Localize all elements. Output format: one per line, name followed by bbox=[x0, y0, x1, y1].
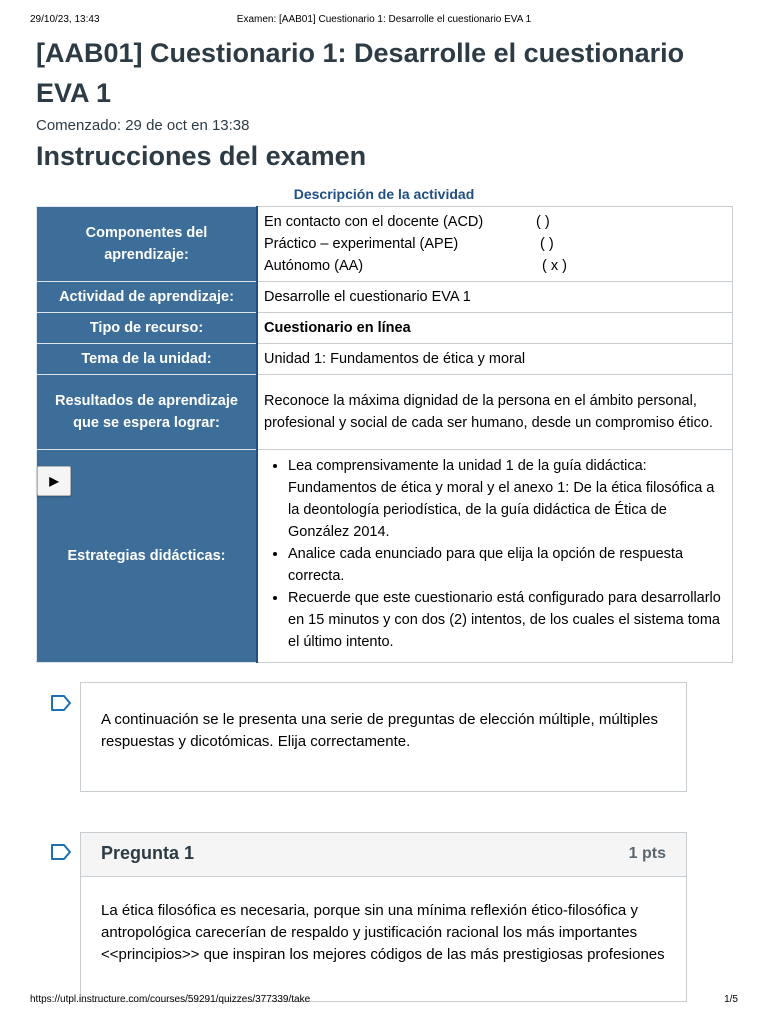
expected-results-row bbox=[37, 375, 733, 450]
print-page-number: 1/5 bbox=[724, 994, 738, 1005]
activity-description-table bbox=[36, 206, 733, 663]
bookmark-icon[interactable] bbox=[50, 694, 72, 712]
instructions-note-text: A continuación se le presenta una serie de preguntas de elección múltiple, múltiples respuestas y dicotómicas. Elija correctamente. bbox=[101, 711, 659, 750]
learning-activity-value: Desarrolle el cuestionario EVA 1 bbox=[257, 282, 733, 313]
component-option-text: Práctico – experimental (APE) bbox=[264, 236, 459, 252]
component-option-text: Autónomo (AA) bbox=[264, 258, 364, 274]
strategy-item: • Lea comprensivamente la unidad 1 de la guía didáctica: Fundamentos de ética y moral y el anexo 1: De la ética filosófica a la deontología periodística, de la guía didáctica de Ética de González 2014. bbox=[288, 455, 726, 543]
strategies-label-cell bbox=[37, 450, 258, 663]
quiz-title: [AAB01] Cuestionario 1: Desarrolle el cuestionario EVA 1 bbox=[36, 38, 685, 108]
question-points: 1 pts bbox=[628, 845, 666, 862]
print-header bbox=[30, 14, 738, 30]
quiz-started-time: Comenzado: 29 de oct en 13:38 bbox=[36, 117, 250, 134]
resource-type-row bbox=[37, 313, 733, 344]
print-footer bbox=[30, 994, 738, 1010]
activity-caption: Descripción de la actividad bbox=[293, 186, 475, 202]
learning-activity-label: Actividad de aprendizaje: bbox=[37, 282, 258, 313]
component-option-mark: ( ) bbox=[536, 214, 550, 230]
strategy-item: • Recuerde que este cuestionario está configurado para desarrollarlo en 15 minutos y con dos (2) intentos, de los cuales el sistema toma el último intento. bbox=[288, 587, 726, 653]
print-url: https://utpl.instructure.com/courses/59291/quizzes/377339/take bbox=[30, 994, 311, 1005]
instructions-heading: Instrucciones del examen bbox=[36, 141, 367, 171]
learning-activity-row bbox=[37, 282, 733, 313]
print-datetime: 29/10/23, 13:43 bbox=[30, 14, 100, 25]
unit-topic-label: Tema de la unidad: bbox=[37, 344, 258, 375]
components-value bbox=[257, 207, 733, 282]
unit-topic-row bbox=[37, 344, 733, 375]
unit-topic-value: Unidad 1: Fundamentos de ética y moral bbox=[257, 344, 733, 375]
strategy-item: • Analice cada enunciado para que elija la opción de respuesta correcta. bbox=[288, 543, 726, 587]
expected-results-label: Resultados de aprendizaje que se espera lograr: bbox=[37, 375, 258, 450]
play-button[interactable] bbox=[37, 466, 71, 496]
question-title: Pregunta 1 bbox=[101, 843, 195, 863]
component-option bbox=[264, 233, 726, 255]
component-option bbox=[264, 211, 726, 233]
strategies-row bbox=[37, 450, 733, 663]
print-page-title: Examen: [AAB01] Cuestionario 1: Desarrolle el cuestionario EVA 1 bbox=[236, 14, 532, 25]
component-option-mark: ( ) bbox=[540, 236, 554, 252]
question-1 bbox=[80, 832, 687, 1002]
component-option-text: En contacto con el docente (ACD) bbox=[264, 214, 484, 230]
component-option-mark: ( x ) bbox=[542, 258, 567, 274]
expected-results-value: Reconoce la máxima dignidad de la persona en el ámbito personal, profesional y social de cada ser humano, desde un compromiso ético. bbox=[257, 375, 733, 450]
components-row bbox=[37, 207, 733, 282]
strategies-list bbox=[264, 455, 726, 653]
resource-type-label: Tipo de recurso: bbox=[37, 313, 258, 344]
question-header bbox=[81, 833, 686, 877]
strategies-label: Estrategias didácticas: bbox=[67, 548, 226, 564]
play-icon: ▶ bbox=[49, 474, 59, 488]
question-text: La ética filosófica es necesaria, porque sin una mínima reflexión ético-filosófica y antropológica carecerían de respaldo y justificación racional los más importantes <<principios>> que inspiran los mejores códigos de las más prestigiosas profesiones bbox=[101, 902, 665, 963]
instructions-note bbox=[80, 682, 687, 792]
component-option bbox=[264, 255, 726, 277]
resource-type-value: Cuestionario en línea bbox=[257, 313, 733, 344]
bookmark-icon[interactable] bbox=[50, 843, 72, 861]
strategies-value bbox=[257, 450, 733, 663]
components-label: Componentes del aprendizaje: bbox=[37, 207, 258, 282]
